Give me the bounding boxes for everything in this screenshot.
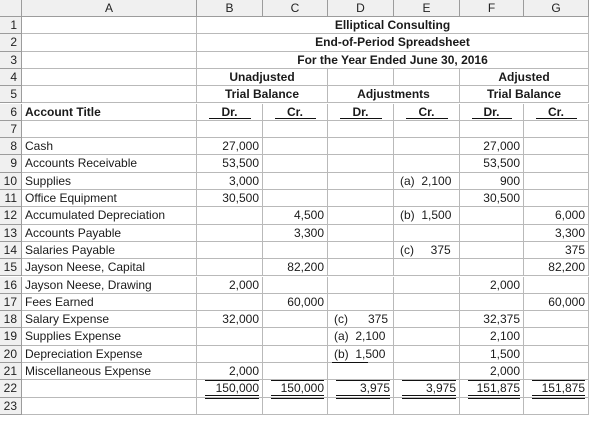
amount-d[interactable] [328,155,394,172]
header-account-title[interactable]: Account Title [22,104,197,121]
amount-d[interactable] [328,259,394,276]
header-adjustments: Adjustments [328,86,460,103]
cell-a7[interactable] [22,121,197,138]
amount-d[interactable]: (b) 1,500 [328,346,394,363]
total-double-rule [402,395,456,399]
amount-f[interactable] [460,259,524,276]
header-debit-f[interactable]: Dr. [460,104,524,121]
amount-d[interactable] [328,242,394,259]
column-header-f[interactable]: F [460,0,524,17]
column-header-g[interactable]: G [524,0,589,17]
amount-e[interactable] [394,346,460,363]
amount-d[interactable] [328,138,394,155]
header-underline [275,118,316,119]
header-credit-e[interactable]: Cr. [394,104,460,121]
cell-d4[interactable] [328,69,394,86]
header-credit-c[interactable]: Cr. [263,104,328,121]
row-header-23[interactable]: 23 [0,398,22,415]
cell-a23[interactable] [22,398,197,415]
amount-b[interactable] [197,328,263,345]
total-rule [271,380,324,381]
amount-c[interactable] [263,138,328,155]
row-header-1[interactable]: 1 [0,17,22,34]
amount-b[interactable]: 3,000 [197,173,263,190]
amount-f[interactable]: 2,000 [460,363,524,380]
cell-a3[interactable] [22,52,197,69]
amount-g[interactable]: 375 [524,242,589,259]
header-debit-b[interactable]: Dr. [197,104,263,121]
total-rule [532,380,585,381]
amount-g[interactable] [524,311,589,328]
amount-c[interactable] [263,328,328,345]
amount-e[interactable] [394,328,460,345]
cell-b7[interactable] [197,121,263,138]
account-name[interactable]: Accounts Payable [22,225,197,242]
cell-e4[interactable] [394,69,460,86]
amount-e[interactable] [394,259,460,276]
amount-d[interactable] [328,277,394,294]
amount-c[interactable]: 3,300 [263,225,328,242]
row-header-22[interactable]: 22 [0,380,22,397]
account-name[interactable]: Salaries Payable [22,242,197,259]
amount-e[interactable] [394,225,460,242]
cell-g7[interactable] [524,121,589,138]
row-header-19[interactable]: 19 [0,328,22,345]
amount-f[interactable]: 32,375 [460,311,524,328]
amount-d[interactable]: (a) 2,100 [328,328,394,345]
amount-b[interactable]: 2,000 [197,277,263,294]
total-c[interactable]: 150,000 [263,380,328,397]
total-rule [468,380,520,381]
amount-c[interactable] [263,242,328,259]
total-rule [336,380,390,381]
row-header-14[interactable]: 14 [0,242,22,259]
amount-e[interactable] [394,138,460,155]
cell-b23[interactable] [197,398,263,415]
amount-b[interactable] [197,259,263,276]
amount-f[interactable] [460,294,524,311]
amount-g[interactable]: 82,200 [524,259,589,276]
amount-g[interactable]: 60,000 [524,294,589,311]
row-header-5[interactable]: 5 [0,86,22,103]
amount-c[interactable]: 82,200 [263,259,328,276]
amount-c[interactable]: 4,500 [263,207,328,224]
account-name[interactable]: Cash [22,138,197,155]
total-d[interactable]: 3,975 [328,380,394,397]
cell-a22[interactable] [22,380,197,397]
row-header-20[interactable]: 20 [0,346,22,363]
amount-f[interactable]: 900 [460,173,524,190]
column-header-d[interactable]: D [328,0,394,17]
header-underline [209,118,251,119]
amount-g[interactable] [524,155,589,172]
header-unadjusted: Unadjusted [197,69,328,86]
amount-g[interactable] [524,346,589,363]
header-underline [472,118,512,119]
amount-c[interactable] [263,277,328,294]
account-name[interactable]: Jayson Neese, Drawing [22,277,197,294]
header-underline [340,118,382,119]
amount-b[interactable]: 2,000 [197,363,263,380]
amount-d[interactable]: (c) 375 [328,311,394,328]
amount-e[interactable] [394,311,460,328]
amount-g[interactable]: 3,300 [524,225,589,242]
column-header-e[interactable]: E [394,0,460,17]
row-header-9[interactable]: 9 [0,155,22,172]
row-header-21[interactable]: 21 [0,363,22,380]
cell-a2[interactable] [22,34,197,51]
amount-b[interactable] [197,294,263,311]
header-underline [406,118,448,119]
amount-g[interactable] [524,138,589,155]
amount-e[interactable]: (a) 2,100 [394,173,460,190]
total-g[interactable]: 151,875 [524,380,589,397]
total-e[interactable]: 3,975 [394,380,460,397]
row-header-4[interactable]: 4 [0,69,22,86]
account-name[interactable]: Fees Earned [22,294,197,311]
amount-f[interactable] [460,242,524,259]
amount-e[interactable] [394,363,460,380]
row-header-15[interactable]: 15 [0,259,22,276]
total-rule [402,380,456,381]
amount-e[interactable]: (b) 1,500 [394,207,460,224]
amount-c[interactable] [263,155,328,172]
row-header-12[interactable]: 12 [0,207,22,224]
amount-d[interactable] [328,190,394,207]
report-title: End-of-Period Spreadsheet [197,34,589,51]
cell-a4[interactable] [22,69,197,86]
account-name[interactable]: Miscellaneous Expense [22,363,197,380]
amount-f[interactable] [460,207,524,224]
cell-c7[interactable] [263,121,328,138]
account-name[interactable]: Depreciation Expense [22,346,197,363]
row-header-11[interactable]: 11 [0,190,22,207]
amount-g[interactable]: 6,000 [524,207,589,224]
amount-d[interactable] [328,294,394,311]
amount-g[interactable] [524,173,589,190]
column-header-b[interactable]: B [197,0,263,17]
report-period: For the Year Ended June 30, 2016 [197,52,589,69]
amount-e[interactable]: (c) 375 [394,242,460,259]
amount-b[interactable]: 32,000 [197,311,263,328]
amount-f[interactable]: 2,100 [460,328,524,345]
row-header-16[interactable]: 16 [0,277,22,294]
amount-b[interactable] [197,242,263,259]
amount-c[interactable]: 60,000 [263,294,328,311]
amount-g[interactable] [524,190,589,207]
amount-d[interactable] [328,363,394,380]
header-unadjusted-trial-balance: Trial Balance [197,86,328,103]
account-name[interactable]: Accounts Receivable [22,155,197,172]
amount-d[interactable] [328,225,394,242]
header-underline [536,118,577,119]
amount-c[interactable] [263,363,328,380]
amount-e[interactable] [394,155,460,172]
amount-e[interactable] [394,190,460,207]
row-header-7[interactable]: 7 [0,121,22,138]
amount-c[interactable] [263,311,328,328]
amount-b[interactable]: 27,000 [197,138,263,155]
cell-f7[interactable] [460,121,524,138]
header-adjusted-trial-balance: Trial Balance [460,86,589,103]
amount-e[interactable] [394,277,460,294]
amount-f[interactable]: 2,000 [460,277,524,294]
amount-b[interactable]: 53,500 [197,155,263,172]
cell-c23[interactable] [263,398,328,415]
cell-d23[interactable] [328,398,394,415]
amount-d[interactable] [328,173,394,190]
amount-c[interactable] [263,173,328,190]
total-double-rule [205,395,259,399]
header-debit-d[interactable]: Dr. [328,104,394,121]
cell-a5[interactable] [22,86,197,103]
total-rule [205,380,259,381]
amount-b[interactable] [197,207,263,224]
header-credit-g[interactable]: Cr. [524,104,589,121]
amount-f[interactable]: 53,500 [460,155,524,172]
cell-e23[interactable] [394,398,460,415]
account-name[interactable]: Accumulated Depreciation [22,207,197,224]
report-company-name: Elliptical Consulting [197,17,589,34]
row-header-10[interactable]: 10 [0,173,22,190]
account-name[interactable]: Salary Expense [22,311,197,328]
amount-c[interactable] [263,190,328,207]
account-name[interactable]: Office Equipment [22,190,197,207]
header-adjusted: Adjusted [460,69,589,86]
column-header-c[interactable]: C [263,0,328,17]
row-header-18[interactable]: 18 [0,311,22,328]
amount-d[interactable] [328,207,394,224]
amount-b[interactable] [197,225,263,242]
amount-f[interactable] [460,225,524,242]
row-header-6[interactable]: 6 [0,104,22,121]
adjustment-subtotal-rule [332,362,368,363]
amount-b[interactable] [197,346,263,363]
row-header-17[interactable]: 17 [0,294,22,311]
amount-g[interactable] [524,328,589,345]
amount-f[interactable]: 27,000 [460,138,524,155]
row-header-8[interactable]: 8 [0,138,22,155]
total-f[interactable]: 151,875 [460,380,524,397]
column-header-a[interactable]: A [22,0,197,17]
cell-g23[interactable] [524,398,589,415]
account-name[interactable]: Jayson Neese, Capital [22,259,197,276]
row-header-2[interactable]: 2 [0,34,22,51]
account-name[interactable]: Supplies [22,173,197,190]
row-header-13[interactable]: 13 [0,225,22,242]
amount-g[interactable] [524,363,589,380]
total-b[interactable]: 150,000 [197,380,263,397]
total-double-rule [271,395,324,399]
amount-e[interactable] [394,294,460,311]
cell-d7[interactable] [328,121,394,138]
total-double-rule [532,395,585,399]
cell-f23[interactable] [460,398,524,415]
row-header-3[interactable]: 3 [0,52,22,69]
cell-a1[interactable] [22,17,197,34]
amount-f[interactable]: 1,500 [460,346,524,363]
select-all-corner[interactable] [0,0,22,17]
account-name[interactable]: Supplies Expense [22,328,197,345]
total-double-rule [468,395,520,399]
amount-f[interactable]: 30,500 [460,190,524,207]
amount-g[interactable] [524,277,589,294]
amount-b[interactable]: 30,500 [197,190,263,207]
total-double-rule [336,395,390,399]
cell-e7[interactable] [394,121,460,138]
amount-c[interactable] [263,346,328,363]
